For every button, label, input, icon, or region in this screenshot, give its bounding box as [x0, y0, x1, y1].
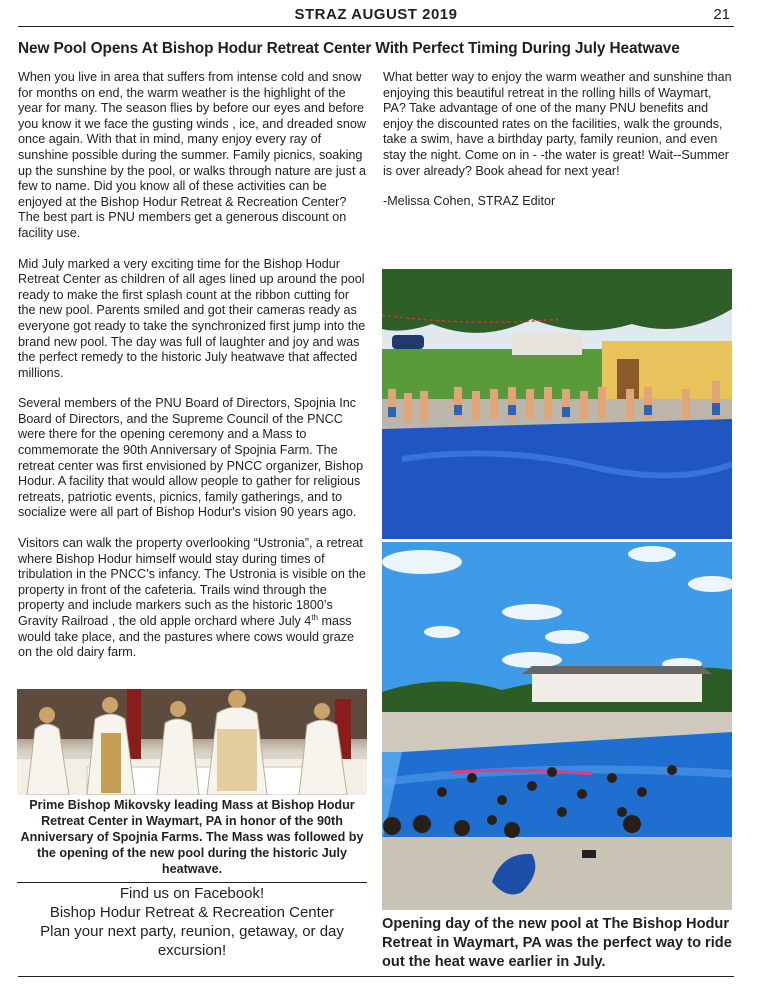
paragraph-4: [18, 536, 368, 661]
paragraph-4-text-b: mass would take place, and the pastures where cows would graze on the old dairy farm.: [18, 614, 355, 660]
paragraph-1: When you live in area that suffers from intense cold and snow for months on end, the warm weather is the highlight of the year for many. The season flies by before our eyes and before you know it we face the gusting winds , ice, and dreaded snow once again. With that in mind, many enjoy every ray of sunshine possible during the summer. Family picnics, soaking up the sunshine by the pool, or walks through nature are just a few to name. Did you know all of these activities can be enjoyed at the Bishop Hodur Retreat & Recreation Center? The best part is PNU members get a generous discount on facility use.: [18, 70, 366, 240]
pool-swim-illustration: [382, 542, 732, 910]
facebook-divider: [17, 882, 367, 883]
right-column: [383, 70, 733, 210]
page-bottom-rule: [18, 976, 734, 977]
editor-signature: -Melissa Cohen, STRAZ Editor: [383, 194, 556, 209]
pool-photo-caption: Opening day of the new pool at The Bishop Hodur Retreat in Waymart, PA was the perfect way to ride out the heat wave earlier in July.: [382, 916, 732, 970]
mass-photo-caption: Prime Bishop Mikovsky leading Mass at Bishop Hodur Retreat Center in Waymart, PA in honor of the 90th Anniversary of Spojnia Farms. The Mass was followed by the opening of the new pool during the historic July heatwave.: [20, 798, 364, 876]
publication-title: STRAZ AUGUST 2019: [294, 6, 458, 23]
masthead: [18, 4, 734, 27]
paragraph-5: What better way to enjoy the warm weather and sunshine than enjoying this beautiful retreat in the rolling hills of Waymart, PA? Take advantage of one of the many PNU benefits and enjoy the discounted rates on the facilities, walk the grounds, take a swim, have a birthday party, family reunion, and even stay the night. Come on in - -the water is great! Wait--Summer is over already? Book ahead for next year!: [383, 70, 732, 178]
left-column: [18, 70, 368, 676]
paragraph-4-text-a: Visitors can walk the property overlooking “Ustronia”, a retreat where Bishop Hodur himself would stay during times of tribulation in the PNCC’s infancy. The Ustronia is visible on the property in front of the cafeteria. Trails wind through the property and include markers such as the historic 1800’s Gravity Railroad , the old apple orchard where July 4: [18, 536, 366, 628]
pool-swim-photo: [382, 542, 732, 910]
facebook-heading: Find us on Facebook!: [119, 885, 265, 902]
facebook-promo: [17, 884, 367, 960]
page-number: 21: [713, 6, 730, 23]
ordinal-suffix: th: [311, 612, 318, 622]
facebook-tagline: Plan your next party, reunion, getaway, or day excursion!: [40, 923, 344, 959]
article-headline: New Pool Opens At Bishop Hodur Retreat Center With Perfect Timing During July Heatwave: [18, 40, 680, 57]
paragraph-2: Mid July marked a very exciting time for the Bishop Hodur Retreat Center as children of all ages lined up around the pool ready to make the first splash count at the ribbon cutting for the new pool. Parents smiled and got their cameras ready as everyone got ready to take the synchronized first jump into the brand new pool. The day was full of laughter and joy and was the perfect remedy to the historic July heatwave that affected millions.: [18, 256, 366, 380]
mass-photo: [17, 689, 367, 795]
paragraph-3: Several members of the PNU Board of Directors, Spojnia Inc Board of Directors, and the Supreme Council of the PNCC were there for the opening ceremony and a Mass to commemorate the 90th Anniversary of Spojnia Farm. The retreat center was first envisioned by PNCC organizer, Bishop Hodur. A facility that would allow people to gather for religious retreats, patriotic events, picnics, family gatherings, and to socialize were all part of Bishop Hodur's vision 90 years ago.: [18, 396, 364, 520]
pool-ribbon-illustration: [382, 269, 732, 539]
mass-photo-illustration: [17, 689, 367, 795]
pool-ribbon-photo: [382, 269, 732, 539]
facebook-page-name: Bishop Hodur Retreat & Recreation Center: [49, 904, 335, 921]
